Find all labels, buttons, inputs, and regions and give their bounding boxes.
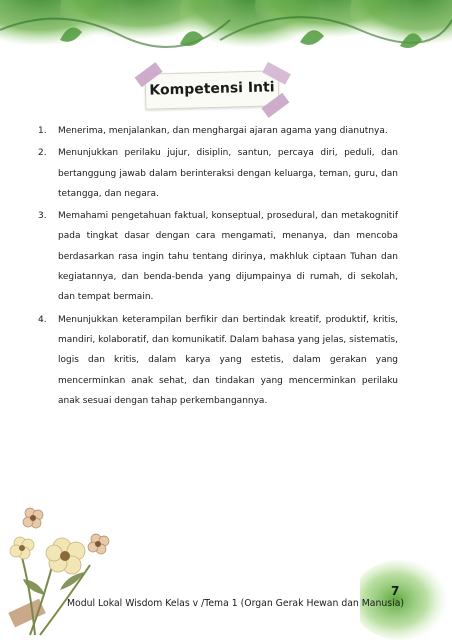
page-number: 7	[391, 584, 400, 598]
title-card	[145, 70, 280, 109]
list-item	[38, 121, 398, 141]
list-text: Menerima, menjalankan, dan menghargai ajaran agama yang dianutnya.	[58, 126, 388, 136]
list-number: 2.	[38, 148, 47, 159]
page-title: Kompetensi Inti	[149, 79, 275, 99]
flower-decoration	[0, 495, 140, 640]
list-number: 1.	[38, 126, 47, 136]
list-number: 4.	[38, 314, 47, 325]
list-item	[38, 310, 398, 411]
list-item	[38, 143, 398, 204]
list-number: 3.	[38, 211, 47, 222]
tape-decoration	[261, 93, 289, 118]
list-item	[38, 206, 398, 307]
footer-text: Modul Lokal Wisdom Kelas v /Tema 1 (Organ Gerak Hewan dan Manusia)	[67, 598, 405, 609]
leaf-header-decoration	[0, 0, 452, 64]
kompetensi-list	[38, 121, 398, 411]
list-text: Memahami pengetahuan faktual, konseptual, prosedural, dan metakognitif pada tingkat dasar dengan cara mengamati, menanya, dan mencoba berdasarkan rasa ingin tahu tentang dirinya, makhluk ciptaan Tuhan dan kegiatannya, dan benda-benda yang dijumpainya di rumah, di sekolah, dan tempat bermain.	[58, 211, 398, 303]
list-text: Menunjukkan keterampilan berfikir dan bertindak kreatif, produktif, kritis, mandiri, kolaboratif, dan komunikatif. Dalam bahasa yang jelas, sistematis, logis dan kritis, dalam karya yang estetis, dalam gerakan yang mencerminkan anak sehat, dan tindakan yang mencerminkan perilaku anak sesuai dengan tahap perkembangannya.	[58, 314, 398, 406]
list-text: Menunjukkan perilaku jujur, disiplin, santun, percaya diri, peduli, dan bertanggung jawab dalam berinteraksi dengan keluarga, teman, guru, dan tetangga, dan negara.	[58, 148, 398, 199]
